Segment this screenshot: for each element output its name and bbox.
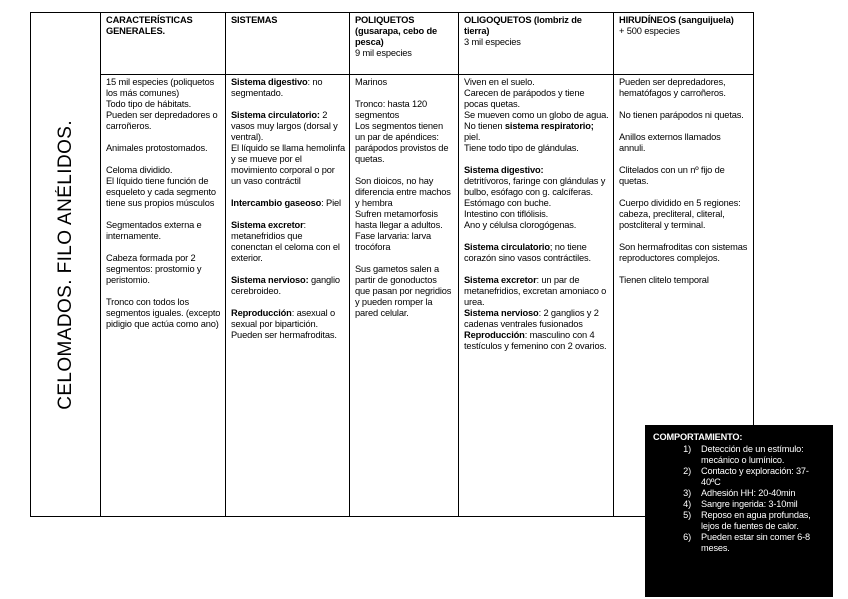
paragraph	[106, 220, 221, 242]
bold-term: Sistema nervioso	[464, 308, 539, 318]
text-run: No tienen	[464, 121, 505, 131]
item-text: Detección de un estímulo: mecánico o lumínico.	[701, 444, 804, 465]
text-run: : no segmentado.	[231, 77, 323, 98]
text-run: Todo tipo de hábitats. Pueden ser depredadores o carroñeros.	[106, 99, 218, 131]
text-run: piel.	[464, 132, 481, 142]
paragraph	[355, 176, 454, 209]
paragraph	[464, 165, 609, 176]
paragraph	[619, 165, 749, 187]
header-poliquetos	[350, 13, 459, 75]
paragraph	[464, 121, 609, 143]
text-run: Son dioicos, no hay diferencia entre machos y hembra	[355, 176, 451, 208]
text-run: ganglio cerebroideo.	[231, 275, 340, 296]
item-text: Reposo en agua profundas, lejos de fuentes de calor.	[701, 510, 811, 531]
paragraph	[464, 143, 609, 154]
paragraph	[355, 264, 454, 319]
text-run: detritívoros, faringe con glándulas y bulbo, esófago con g. calcíferas.	[464, 176, 606, 197]
paragraph	[464, 220, 609, 231]
text-run: Celoma dividido.	[106, 165, 173, 175]
header-row	[31, 13, 754, 75]
text-run: : metanefridios que conenctan el celoma con el exterior.	[231, 220, 340, 263]
bold-term: sistema respiratorio;	[504, 121, 594, 131]
text-run: Intestino con tiflólisis.	[464, 209, 549, 219]
paragraph	[355, 121, 454, 165]
cell-poliquetos	[350, 75, 459, 517]
paragraph	[464, 77, 609, 88]
text-run: 2 vasos muy largos (dorsal y ventral).	[231, 110, 338, 142]
text-run: Ano y célulsa clorogógenas.	[464, 220, 577, 230]
header-hirudineos	[614, 13, 754, 75]
paragraph	[464, 242, 609, 264]
paragraph	[619, 242, 749, 264]
text-run: Sufren metamorfosis hasta llegar a adultos.	[355, 209, 443, 230]
text-run: : Piel	[321, 198, 341, 208]
text-run: Tienen clitelo temporal	[619, 275, 709, 285]
comportamiento-item	[673, 499, 825, 510]
item-text: Pueden estar sin comer 6-8 meses.	[701, 532, 810, 553]
header-sistemas	[226, 13, 350, 75]
paragraph	[106, 253, 221, 286]
comportamiento-item	[673, 510, 825, 532]
text-run: Carecen de parápodos y tiene pocas quetas.	[464, 88, 585, 109]
paragraph	[619, 132, 749, 154]
text-run: Cuerpo dividido en 5 regiones: cabeza, precliteral, cliteral, postcliteral y terminal.	[619, 198, 741, 230]
comportamiento-box	[645, 425, 833, 597]
text-run: Clitelados con un nº fijo de quetas.	[619, 165, 725, 186]
text-run: Son hermafroditas con sistemas reproductores complejos.	[619, 242, 748, 263]
text-run: ; no tiene corazón sino vasos contráctiles.	[464, 242, 591, 263]
comportamiento-item	[673, 488, 825, 499]
item-number: 3)	[683, 488, 691, 498]
paragraph	[619, 77, 749, 99]
paragraph	[464, 110, 609, 121]
paragraph	[231, 275, 345, 297]
comportamiento-item	[673, 444, 825, 466]
header-subtitle: 9 mil especies	[355, 48, 412, 58]
cell-sistemas	[226, 75, 350, 517]
text-run: : asexual o sexual por bipartición.	[231, 308, 336, 329]
bold-term: Sistema digestivo:	[464, 165, 544, 175]
paragraph	[231, 330, 345, 341]
bold-term: Sistema circulatorio:	[231, 110, 320, 120]
text-run: : masculino con 4 testículos y femenino con 2 ovarios.	[464, 330, 607, 351]
paragraph	[464, 308, 609, 330]
paragraph	[106, 297, 221, 330]
text-run: No tienen parápodos ni quetas.	[619, 110, 744, 120]
text-run: : un par de metanefridios, excretan amoniaco o urea.	[464, 275, 607, 307]
bold-term: Reproducción	[464, 330, 525, 340]
bold-term: Sistema digestivo	[231, 77, 308, 87]
text-run: Sus gametos salen a partir de gonoductos que pasan por negridios y pueden romper la pared celular.	[355, 264, 452, 318]
text-run: Segmentados externa e internamente.	[106, 220, 202, 241]
paragraph	[231, 110, 345, 143]
comportamiento-title: COMPORTAMIENTO:	[653, 432, 743, 442]
text-run: Anillos externos llamados annuli.	[619, 132, 721, 153]
paragraph	[464, 209, 609, 220]
paragraph	[231, 220, 345, 264]
paragraph	[619, 198, 749, 231]
comportamiento-item	[673, 466, 825, 488]
paragraph	[619, 110, 749, 121]
text-run: Pueden ser hermafroditas.	[231, 330, 337, 340]
text-run: 15 mil especies (poliquetos los más comunes)	[106, 77, 215, 98]
paragraph	[231, 198, 345, 209]
paragraph	[106, 143, 221, 154]
bold-term: Sistema excretor	[464, 275, 537, 285]
bold-term: Sistema nervioso:	[231, 275, 309, 285]
text-run: Viven en el suelo.	[464, 77, 535, 87]
bold-term: Intercambio gaseoso	[231, 198, 322, 208]
header-title: OLIGOQUETOS (lombriz de tierra)	[464, 15, 582, 36]
text-run: : 2 ganglios y 2 cadenas ventrales fusionados	[464, 308, 599, 329]
item-number: 6)	[683, 532, 691, 542]
header-subtitle: 3 mil especies	[464, 37, 521, 47]
cell-caracteristicas	[101, 75, 226, 517]
bold-term: Reproducción	[231, 308, 292, 318]
bold-term: Sistema excretor	[231, 220, 304, 230]
item-text: Contacto y exploración: 37-40ºC	[701, 466, 809, 487]
header-title: SISTEMAS	[231, 15, 278, 25]
header-subtitle: + 500 especies	[619, 26, 680, 36]
header-oligoquetos	[459, 13, 614, 75]
text-run: Animales protostomados.	[106, 143, 208, 153]
text-run: El líquido tiene función de esqueleto y cada segmento tiene sus propios músculos	[106, 176, 216, 208]
comportamiento-list	[653, 444, 825, 554]
cell-oligoquetos	[459, 75, 614, 517]
paragraph	[464, 275, 609, 308]
paragraph	[464, 88, 609, 110]
paragraph	[355, 77, 454, 88]
text-run: Se mueven como un globo de agua.	[464, 110, 609, 120]
text-run: Tiene todo tipo de glándulas.	[464, 143, 579, 153]
text-run: Marinos	[355, 77, 388, 87]
paragraph	[106, 99, 221, 132]
header-title: HIRUDÍNEOS (sanguijuela)	[619, 15, 734, 25]
paragraph	[619, 275, 749, 286]
item-text: Adhesión HH: 20-40min	[701, 488, 796, 498]
header-caracteristicas	[101, 13, 226, 75]
paragraph	[231, 308, 345, 330]
header-title: CARACTERÍSTICAS GENERALES.	[106, 15, 193, 36]
text-run: El líquido se llama hemolinfa y se mueve por el movimiento corporal o por un vaso contráctil	[231, 143, 345, 186]
paragraph	[106, 176, 221, 209]
paragraph	[231, 77, 345, 99]
paragraph	[464, 330, 609, 352]
bold-term: Sistema circulatorio	[464, 242, 550, 252]
text-run: Fase larvaria: larva trocófora	[355, 231, 432, 252]
paragraph	[464, 176, 609, 198]
text-run: Pueden ser depredadores, hematófagos y carroñeros.	[619, 77, 726, 98]
paragraph	[106, 165, 221, 176]
paragraph	[231, 143, 345, 187]
text-run: Tronco: hasta 120 segmentos	[355, 99, 428, 120]
item-number: 2)	[683, 466, 691, 476]
text-run: Cabeza formada por 2 segmentos: prostomio y peristomio.	[106, 253, 202, 285]
paragraph	[355, 231, 454, 253]
comportamiento-item	[673, 532, 825, 554]
item-text: Sangre ingerida: 3-10mil	[701, 499, 798, 509]
side-title: CELOMADOS. FILO ANÉLIDOS.	[54, 119, 76, 410]
item-number: 5)	[683, 510, 691, 520]
item-number: 1)	[683, 444, 691, 454]
text-run: Tronco con todos los segmentos iguales. (excepto pidigio que actúa como ano)	[106, 297, 221, 329]
side-title-cell	[31, 13, 101, 517]
paragraph	[464, 198, 609, 209]
text-run: Los segmentos tienen un par de apéndices: parápodos provistos de quetas.	[355, 121, 449, 164]
paragraph	[355, 209, 454, 231]
text-run: Estómago con buche.	[464, 198, 552, 208]
item-number: 4)	[683, 499, 691, 509]
paragraph	[106, 77, 221, 99]
header-title: POLIQUETOS (gusarapa, cebo de pesca)	[355, 15, 438, 47]
paragraph	[355, 99, 454, 121]
